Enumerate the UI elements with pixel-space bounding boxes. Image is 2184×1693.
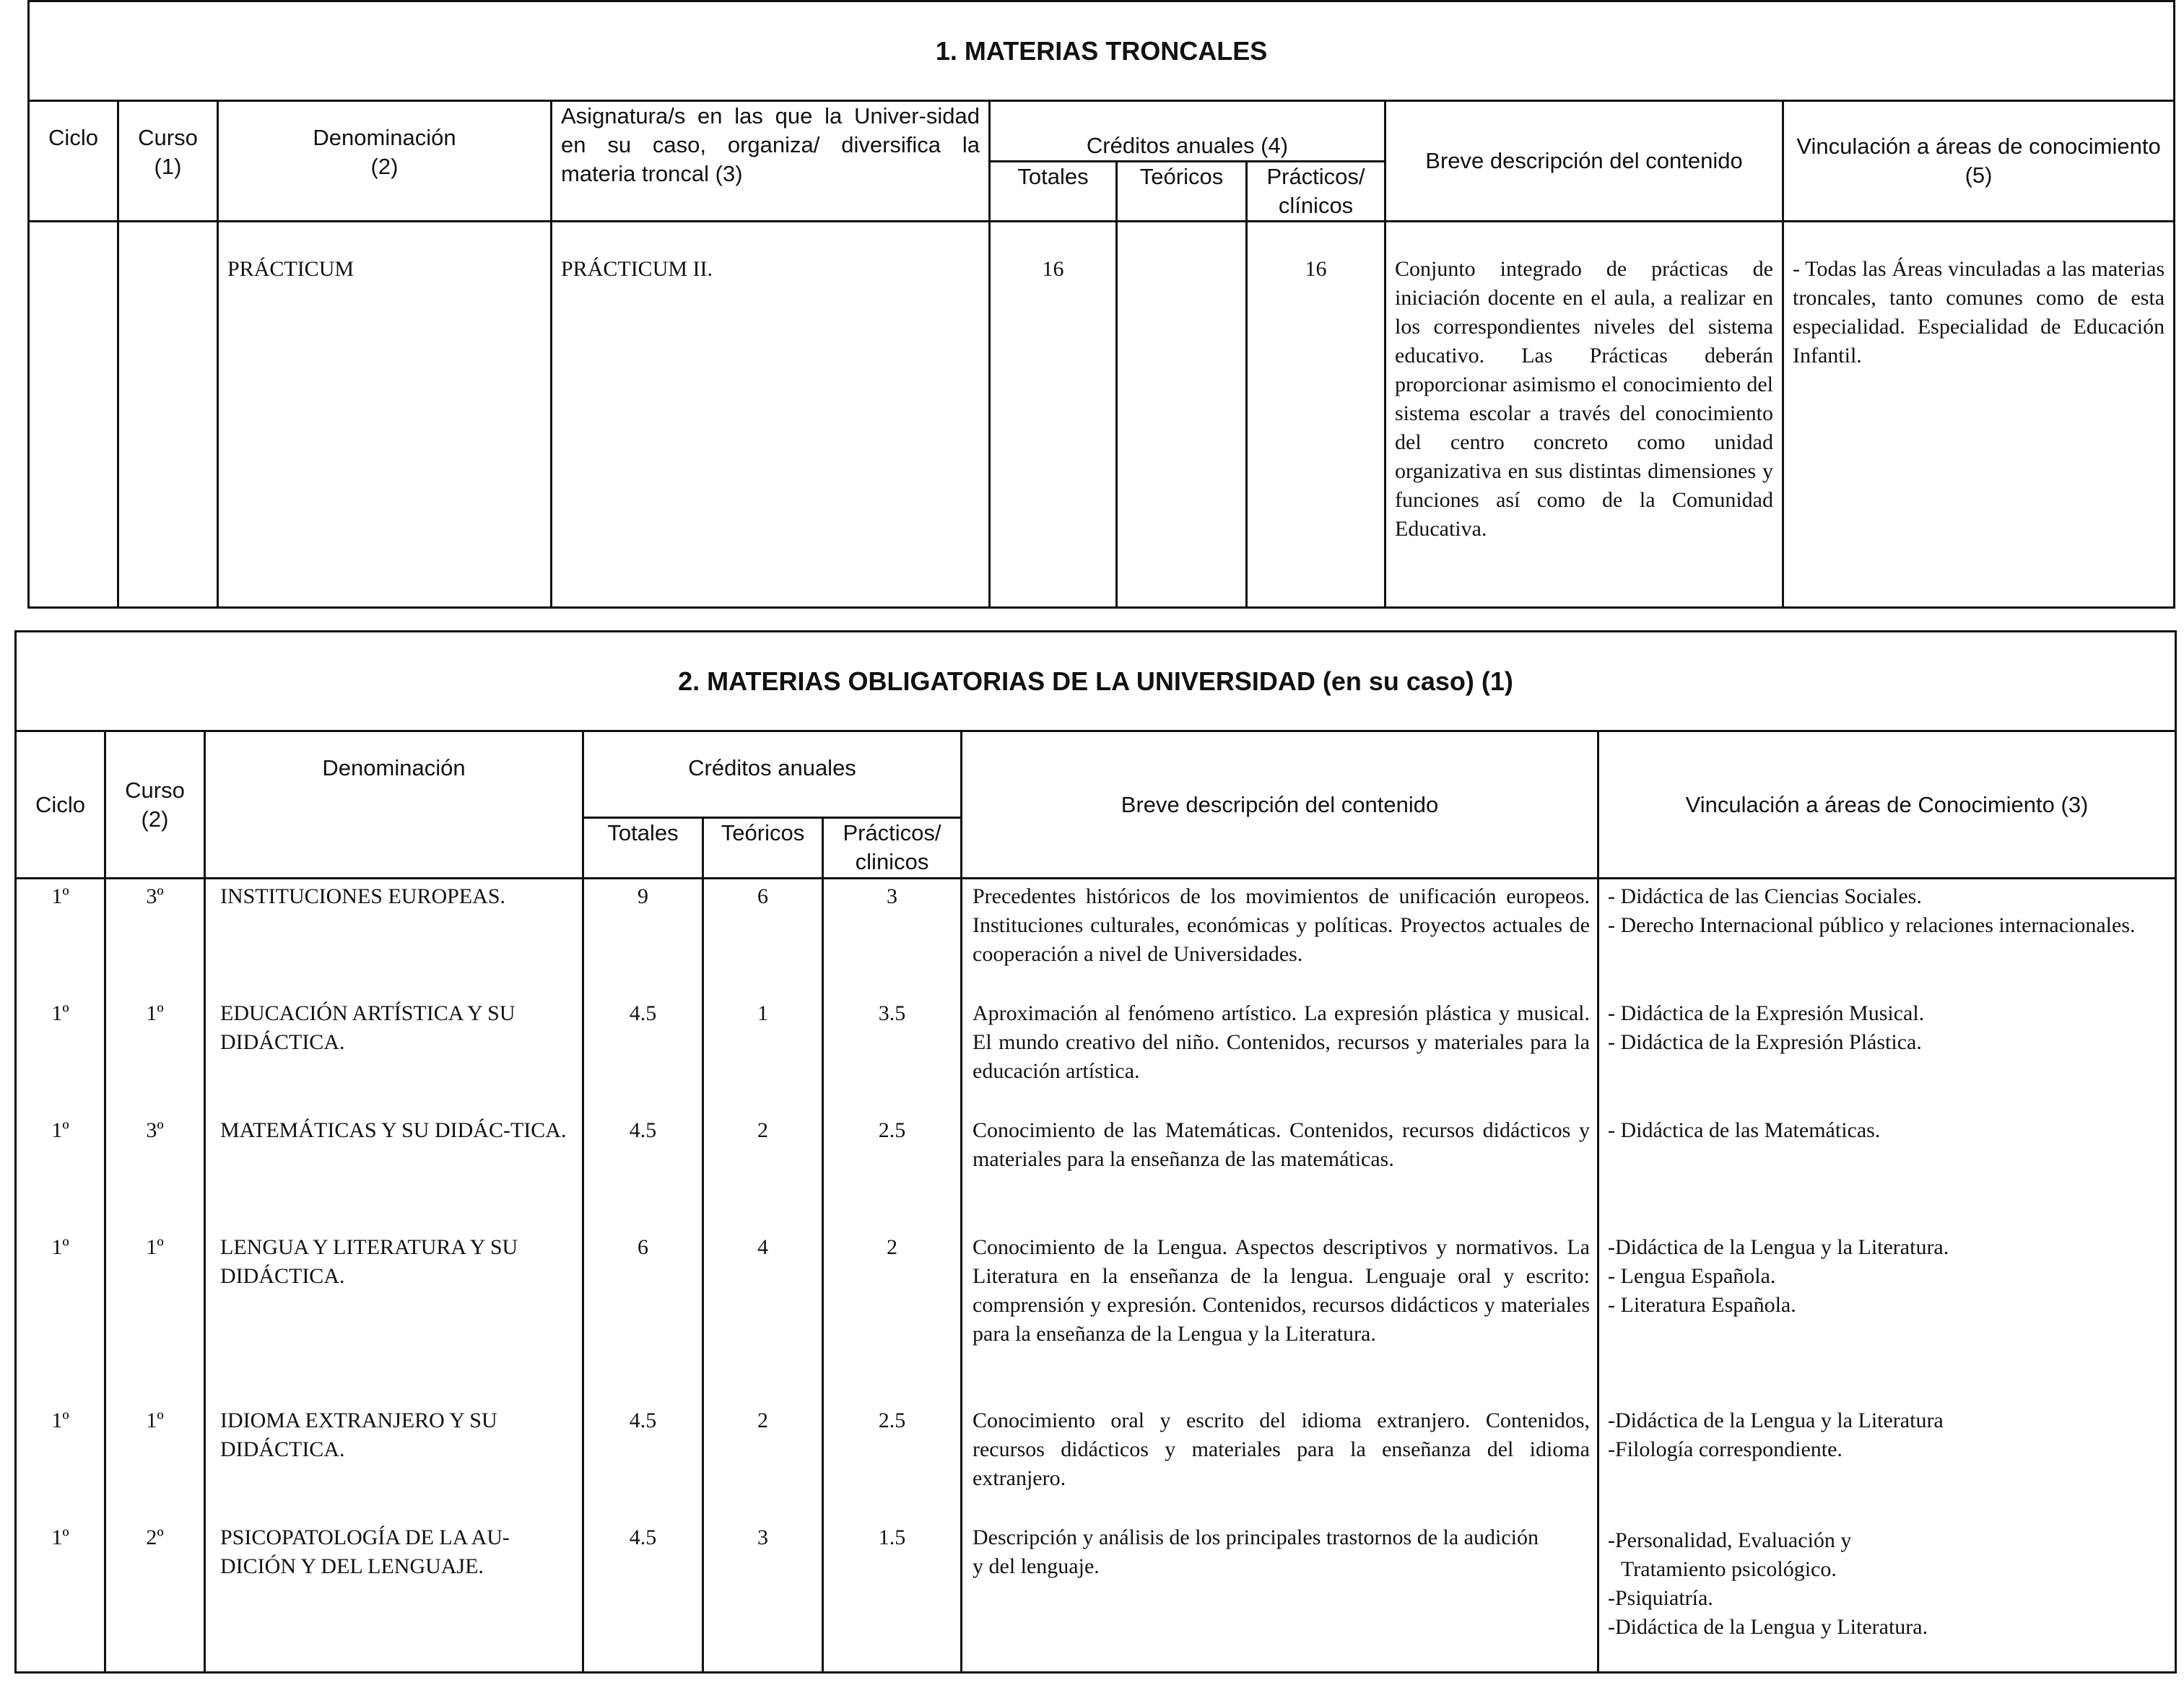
table-row: [29, 222, 2175, 608]
row-totales: 4.5: [629, 1118, 657, 1142]
cell-totales: 16: [990, 222, 1117, 608]
header-ciclo: Ciclo: [29, 101, 118, 222]
header-curso-label: Curso: [138, 125, 198, 150]
column-teoricos: [703, 879, 823, 1673]
header-totales: Totales: [990, 162, 1117, 222]
cell-vinculacion: - Todas las Áreas vinculadas a las materias troncales, tanto comunes como de esta especialidad. Especialidad de Educación Infantil.: [1783, 222, 2175, 608]
vinculacion-item: -Didáctica de la Lengua y la Literatura: [1608, 1409, 1944, 1432]
row-teoricos: 4: [757, 1235, 768, 1259]
header-asignaturas: Asignatura/s en las que la Univer-sidad en su caso, organiza/ diversifica la materia troncal (3): [552, 101, 990, 222]
vinculacion-item: - Lengua Española.: [1608, 1264, 1776, 1288]
row-denominacion: IDIOMA EXTRANJERO Y SU DIDÁCTICA.: [220, 1409, 497, 1461]
row-denominacion: LENGUA Y LITERATURA Y SU DIDÁCTICA.: [220, 1235, 518, 1288]
row-practicos: 2.5: [878, 1118, 906, 1142]
row-practicos: 3: [887, 884, 897, 908]
row-teoricos: 1: [757, 1001, 768, 1025]
header-curso-note: (2): [141, 806, 169, 832]
row-practicos: 1.5: [878, 1526, 906, 1549]
section2-title: 2. MATERIAS OBLIGATORIAS DE LA UNIVERSIDAD (en su caso) (1): [16, 632, 2176, 731]
row-ciclo: 1º: [51, 1001, 69, 1025]
vinculacion-item: -Psiquiatría.: [1608, 1586, 1713, 1610]
header-curso: [118, 101, 218, 222]
header-denominacion: [218, 101, 552, 222]
row-practicos: 3.5: [878, 1001, 906, 1025]
row-denominacion: MATEMÁTICAS Y SU DIDÁC-TICA.: [220, 1118, 567, 1142]
table-materias-obligatorias: [14, 630, 2177, 1674]
column-totales: [583, 879, 703, 1673]
header-totales: Totales: [583, 818, 703, 879]
header-practicos: Prácticos/ clinicos: [823, 818, 962, 879]
row-practicos: 2.5: [878, 1409, 906, 1432]
vinculacion-item: -Personalidad, Evaluación y Tratamiento psicológico.: [1608, 1528, 1852, 1581]
row-vinculacion: [1608, 999, 2169, 1116]
row-descripcion: Precedentes históricos de los movimientos de unificación europeos. Instituciones culturales, económicas y políticas. Proyectos actuales de cooperación a nivel de Universidades.: [973, 884, 1590, 966]
row-totales: 4.5: [629, 1409, 657, 1432]
row-vinculacion: [1608, 882, 2169, 999]
row-teoricos: 3: [757, 1526, 768, 1549]
cell-ciclo: [29, 222, 118, 608]
row-ciclo: 1º: [51, 884, 69, 908]
row-curso: 1º: [146, 1001, 164, 1025]
header-creditos: Créditos anuales: [583, 731, 962, 818]
row-descripcion: Descripción y análisis de los principales trastornos de la audición y del lenguaje.: [973, 1526, 1539, 1578]
row-curso: 3º: [146, 884, 164, 908]
row-descripcion: Conocimiento de las Matemáticas. Contenidos, recursos didácticos y materiales para la enseñanza de las matemáticas.: [973, 1118, 1590, 1171]
column-descripcion: [962, 879, 1598, 1673]
row-vinculacion: [1608, 1523, 2169, 1642]
vinculacion-item: - Didáctica de la Expresión Plástica.: [1608, 1030, 1922, 1054]
vinculacion-item: - Didáctica de las Matemáticas.: [1608, 1118, 1881, 1142]
row-practicos: 2: [887, 1235, 897, 1259]
vinculacion-item: - Didáctica de la Expresión Musical.: [1608, 1001, 1925, 1025]
column-ciclo: [16, 879, 105, 1673]
row-teoricos: 2: [757, 1118, 768, 1142]
row-totales: 4.5: [629, 1001, 657, 1025]
cell-denominacion: PRÁCTICUM: [218, 222, 552, 608]
row-totales: 4.5: [629, 1526, 657, 1549]
header-teoricos: Teóricos: [1117, 162, 1247, 222]
row-descripcion: Conocimiento de la Lengua. Aspectos descriptivos y normativos. La Literatura en la enseñanza de la lengua. Lenguaje oral y escrito: comprensión y expresión. Contenidos, recursos didácticos y materiales para la enseñanza de la Lengua y la Literatura.: [973, 1235, 1590, 1346]
row-vinculacion: [1608, 1406, 2169, 1523]
vinculacion-item: - Literatura Española.: [1608, 1293, 1796, 1317]
column-curso: [105, 879, 205, 1673]
header-ciclo: Ciclo: [16, 731, 105, 879]
vinculacion-item: -Filología correspondiente.: [1608, 1437, 1843, 1461]
header-descripcion: Breve descripción del contenido: [962, 731, 1598, 879]
section1-title: 1. MATERIAS TRONCALES: [29, 1, 2175, 101]
row-ciclo: 1º: [51, 1526, 69, 1549]
row-descripcion: Conocimiento oral y escrito del idioma extranjero. Contenidos, recursos didácticos y materiales para la enseñanza del idioma extranjero.: [973, 1409, 1590, 1490]
header-teoricos: Teóricos: [703, 818, 823, 879]
header-practicos: Prácticos/ clínicos: [1247, 162, 1385, 222]
row-denominacion: EDUCACIÓN ARTÍSTICA Y SU DIDÁCTICA.: [220, 1001, 515, 1054]
row-ciclo: 1º: [51, 1235, 69, 1259]
row-denominacion: INSTITUCIONES EUROPEAS.: [220, 884, 506, 908]
vinculacion-item: -Didáctica de la Lengua y Literatura.: [1608, 1615, 1928, 1639]
header-creditos: Créditos anuales (4): [990, 101, 1385, 162]
header-descripcion: Breve descripción del contenido: [1385, 101, 1783, 222]
cell-teoricos: [1117, 222, 1247, 608]
vinculacion-item: - Didáctica de las Ciencias Sociales.: [1608, 884, 1922, 908]
header-denominacion-label: Denominación: [313, 125, 456, 150]
row-vinculacion: [1608, 1116, 2169, 1233]
row-descripcion: Aproximación al fenómeno artístico. La expresión plástica y musical. El mundo creativo del niño. Contenidos, recursos y materiales para la educación artística.: [973, 1001, 1590, 1083]
row-ciclo: 1º: [51, 1118, 69, 1142]
column-practicos: [823, 879, 962, 1673]
header-vinculacion: Vinculación a áreas de Conocimiento (3): [1598, 731, 2176, 879]
header-vinculacion: Vinculación a áreas de conocimiento (5): [1783, 101, 2175, 222]
header-denominacion: Denominación: [205, 731, 583, 879]
row-vinculacion: [1608, 1233, 2169, 1406]
header-curso: [105, 731, 205, 879]
column-vinculacion: [1598, 879, 2176, 1673]
vinculacion-item: - Derecho Internacional público y relaciones internacionales.: [1608, 913, 2136, 937]
vinculacion-item: -Didáctica de la Lengua y la Literatura.: [1608, 1235, 1949, 1259]
row-curso: 1º: [146, 1409, 164, 1432]
cell-descripcion: Conjunto integrado de prácticas de iniciación docente en el aula, a realizar en los correspondientes niveles del sistema educativo. Las Prácticas deberán proporcionar asimismo el conocimiento del sistema escolar a través del conocimiento del centro concreto como unidad organizativa en sus distintas dimensiones y funciones así como de la Comunidad Educativa.: [1385, 222, 1783, 608]
column-denominacion: [205, 879, 583, 1673]
row-teoricos: 6: [757, 884, 768, 908]
row-curso: 1º: [146, 1235, 164, 1259]
row-denominacion: PSICOPATOLOGÍA DE LA AU-DICIÓN Y DEL LENGUAJE.: [220, 1526, 510, 1578]
row-curso: 3º: [146, 1118, 164, 1142]
row-teoricos: 2: [757, 1409, 768, 1432]
cell-curso: [118, 222, 218, 608]
row-totales: 9: [638, 884, 648, 908]
header-denominacion-note: (2): [370, 154, 399, 179]
row-curso: 2º: [146, 1526, 164, 1549]
row-ciclo: 1º: [51, 1409, 69, 1432]
table-materias-troncales: [27, 0, 2175, 609]
header-curso-note: (1): [154, 154, 182, 179]
table-body: [16, 879, 2176, 1673]
header-curso-label: Curso: [125, 777, 185, 803]
cell-asignatura: PRÁCTICUM II.: [552, 222, 990, 608]
cell-practicos: 16: [1247, 222, 1385, 608]
row-totales: 6: [638, 1235, 648, 1259]
